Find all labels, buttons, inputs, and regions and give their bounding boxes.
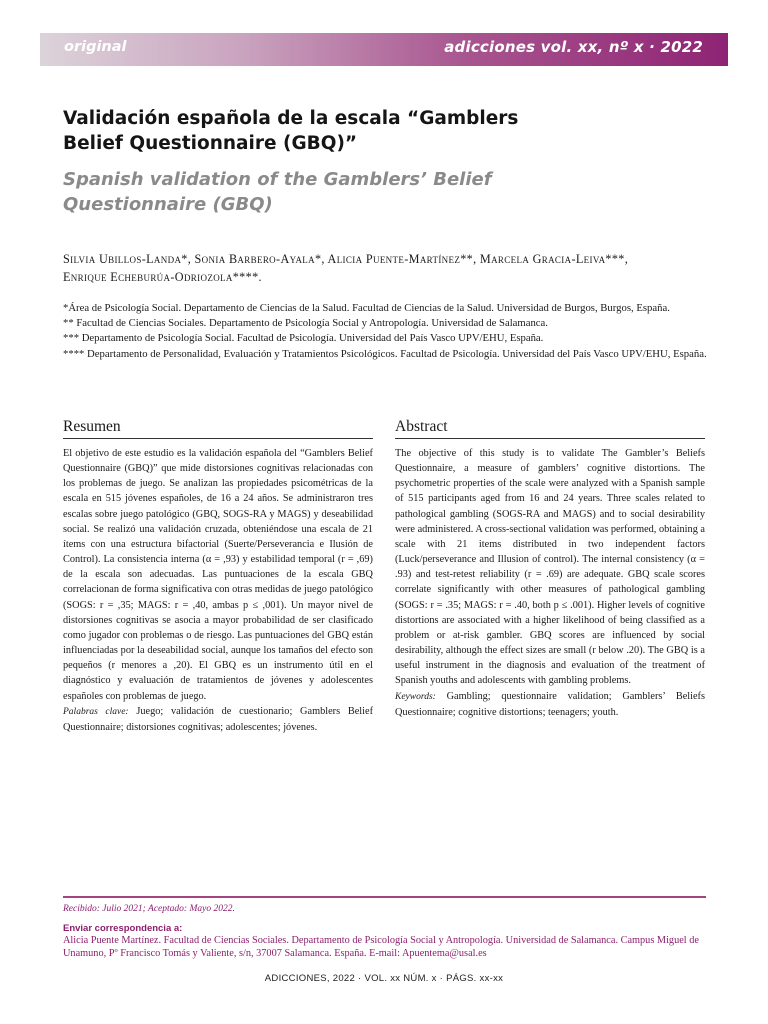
page-footer: ADICCIONES, 2022 · VOL. xx NÚM. x · PÁGS. xx-xx [264,973,504,984]
section-label: original [64,39,127,55]
resumen-body-block [63,446,373,735]
resumen-keywords-text: Juego; validación de cuestionario; Gamblers Belief Questionnaire; distorsiones cognitivas; adolescentes; jóvenes. [63,705,374,733]
received-dates: Recibido: Julio 2021; Aceptado: Mayo 2022. [63,904,235,914]
bottom-divider [63,896,706,898]
correspondence-heading: Enviar correspondencia a: [63,923,183,934]
journal-issue-label: adicciones vol. xx, nº x · 2022 [444,38,703,56]
affiliations [63,301,708,362]
affiliation-2: ** Facultad de Ciencias Sociales. Departamento de Psicología Social y Antropología. Universidad de Salamanca. [63,317,548,330]
affiliation-1: *Área de Psicología Social. Departamento de Ciencias de la Salud. Facultad de Ciencias de la Salud. Universidad de Burgos, Burgos, España. [63,302,670,314]
abstract-body: The objective of this study is to validate The Gambler’s Beliefs Questionnaire, a measure of gamblers’ cognitive distortions. The psychometric properties of the scale were analyzed with a Spanish sample of 515 participants aged from 16 and 24 years. Three scales related to pathological gambling (SOGS-RA and MAGS) and to social desirability were administered. A cross-sectional validation was performed, obtaining a scale with 21 items distributed in two independent factors (Luck/perseverance and Illusion of control). The internal consistency (α = .93) and test-retest reliability (r = .69) are adequate. GBQ scale scores correlate significantly with other measures of pathological gambling (SOGS: r = .35; MAGS: r = .40, both p ≤ .001). Higher levels of cognitive distortions are associated with a higher likelihood of being classified as a problem or at-risk gambler. GBQ scores are influenced by social desirability, although the effect sizes are small (r below .20). The GBQ is a useful instrument in the diagnosis and evaluation of the treatment of Spanish youths and adolescents with gambling problems. [395,448,705,687]
affiliation-4: **** Departamento de Personalidad, Evaluación y Tratamientos Psicológicos. Facultad de Psicología. Universidad del País Vasco UPV/EHU, España. [63,347,707,360]
abstract-keywords [395,689,705,720]
resumen-heading: Resumen [63,417,373,439]
authors: Silvia Ubillos-Landa*, Sonia Barbero-Ayala*, Alicia Puente-Martínez**, Marcela Gracia-Leiva***, Enrique Echeburúa-Odriozola****. [63,252,629,284]
resumen-keywords-label: Palabras clave: [63,706,129,717]
title-english: Spanish validation of the Gamblers’ Belief Questionnaire (GBQ) [63,169,492,215]
abstract-keywords-text: Gambling; questionnaire validation; Gamblers’ Beliefs Questionnaire; cognitive distortions; teenagers; youth. [395,690,705,718]
title-spanish: Validación española de la escala “Gamblers Belief Questionnaire (GBQ)” [63,108,519,154]
abstract-heading: Abstract [395,417,705,439]
abstract-column [395,417,705,720]
abstract-keywords-label: Keywords: [395,691,436,702]
resumen-body: El objetivo de este estudio es la validación española del “Gamblers Belief Questionnaire (GBQ)” que mide distorsiones cognitivas relacionadas con los problemas de juego. Se analizan las propiedades psicométricas de la escala en 515 jóvenes españoles, de 16 a 24 años. Se administraron tres escalas sobre juego patológico (GBQ, SOGS-RA y MAGS) y deseabilidad social. Se realizó una validación cruzada, obteniéndose una escala de 21 ítems con una estructura bifactorial (Suerte/Perseverancia e Ilusión de Control). La consistencia interna (α = ,93) y estabilidad temporal (r = ,69) de la escala son adecuadas. Las puntuaciones de la escala GBQ correlacionan de forma significativa con otras medidas de juego patológico (SOGS: r = ,35; MAGS: r = ,40, ambas p ≤ ,001). Un mayor nivel de distorsiones cognitivas se asocia a mayor probabilidad de ser clasificado como jugador con problemas o de riesgo. Las puntuaciones del GBQ están influenciadas por la deseabilidad social, aunque los tamaños del efecto son pequeños (r menores a ,20). El GBQ es un instrumento útil en el diagnóstico y evaluación de tratamientos de jóvenes y adolescentes españoles con problemas de juego. [63,448,373,702]
correspondence-text: Alicia Puente Martínez. Facultad de Ciencias Sociales. Departamento de Psicología Social y Antropología. Universidad de Salamanca. Campus Miguel de Unamuno, Pº Francisco Tomás y Valiente, s/n, 37007 Salamanca. España. E-mail: Apuentema@usal.es [63,935,699,959]
resumen-column [63,417,373,735]
abstract-body-block [395,446,705,720]
affiliation-3: *** Departamento de Psicología Social. Facultad de Psicología. Universidad del País Vasco UPV/EHU, España. [63,332,544,345]
resumen-keywords [63,704,373,735]
